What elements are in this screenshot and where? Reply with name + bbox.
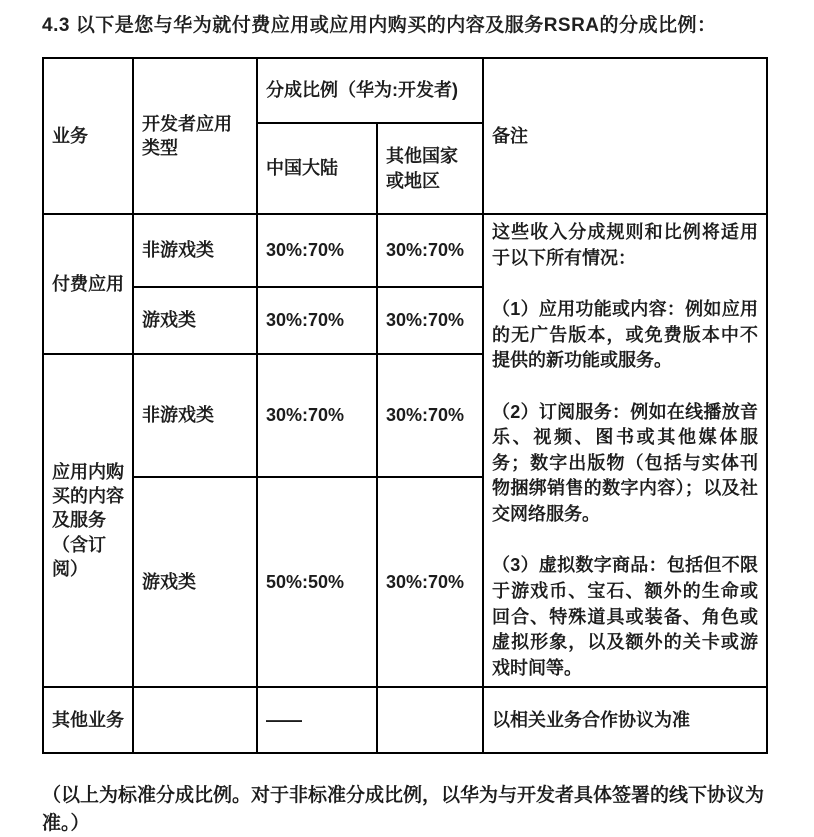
remarks-paragraph-2: （2）订阅服务：例如在线播放音乐、视频、图书或其他媒体服务；数字出版物（包括与实体刊物捆绑销售的数字内容）；以及社交网络服务。 (492, 401, 758, 524)
cell-paid-nongame-cn-ratio: 30%:70% (257, 214, 377, 287)
cell-iap-nongame-type: 非游戏类 (133, 354, 257, 477)
cell-iap-game-cn-ratio: 50%:50% (257, 477, 377, 687)
remarks-paragraph-intro: 这些收入分成规则和比例将适用于以下所有情况： (492, 222, 758, 268)
cell-iap-game-type: 游戏类 (133, 477, 257, 687)
header-app-type: 开发者应用类型 (133, 58, 257, 214)
header-remarks: 备注 (483, 58, 767, 214)
cell-paid-game-cn-ratio: 30%:70% (257, 287, 377, 354)
cell-other-business-label: 其他业务 (43, 687, 133, 753)
remarks-paragraph-3: （3）虚拟数字商品：包括但不限于游戏币、宝石、额外的生命或回合、特殊道具或装备、角色或虚拟形象，以及额外的关卡或游戏时间等。 (492, 555, 758, 678)
cell-iap-label: 应用内购买的内容及服务（含订阅） (43, 354, 133, 687)
header-china-mainland: 中国大陆 (257, 123, 377, 214)
cell-iap-nongame-cn-ratio: 30%:70% (257, 354, 377, 477)
table-header-row-1 (43, 58, 767, 123)
table-row-other-business (43, 687, 767, 753)
header-other-regions: 其他国家或地区 (377, 123, 483, 214)
revenue-share-table (42, 57, 768, 754)
cell-other-business-cn-ratio: —— (257, 687, 377, 753)
cell-paid-game-type: 游戏类 (133, 287, 257, 354)
cell-paid-apps-label: 付费应用 (43, 214, 133, 354)
cell-iap-nongame-other-ratio: 30%:70% (377, 354, 483, 477)
cell-other-business-other-ratio (377, 687, 483, 753)
remarks-paragraph-1: （1）应用功能或内容：例如应用的无广告版本，或免费版本中不提供的新功能或服务。 (492, 299, 758, 371)
cell-other-business-remarks: 以相关业务合作协议为准 (483, 687, 767, 753)
table-row-paid-nongame (43, 214, 767, 287)
cell-paid-nongame-type: 非游戏类 (133, 214, 257, 287)
cell-paid-nongame-other-ratio: 30%:70% (377, 214, 483, 287)
header-business: 业务 (43, 58, 133, 214)
cell-other-business-apptype (133, 687, 257, 753)
section-title: 4.3 以下是您与华为就付费应用或应用内购买的内容及服务RSRA的分成比例： (42, 15, 717, 36)
header-ratio-group: 分成比例（华为:开发者) (257, 58, 483, 123)
cell-remarks-notes (483, 214, 767, 687)
cell-paid-game-other-ratio: 30%:70% (377, 287, 483, 354)
cell-iap-game-other-ratio: 30%:70% (377, 477, 483, 687)
standard-ratio-footnote: （以上为标准分成比例。对于非标准分成比例，以华为与开发者具体签署的线下协议为准。） (42, 785, 765, 834)
